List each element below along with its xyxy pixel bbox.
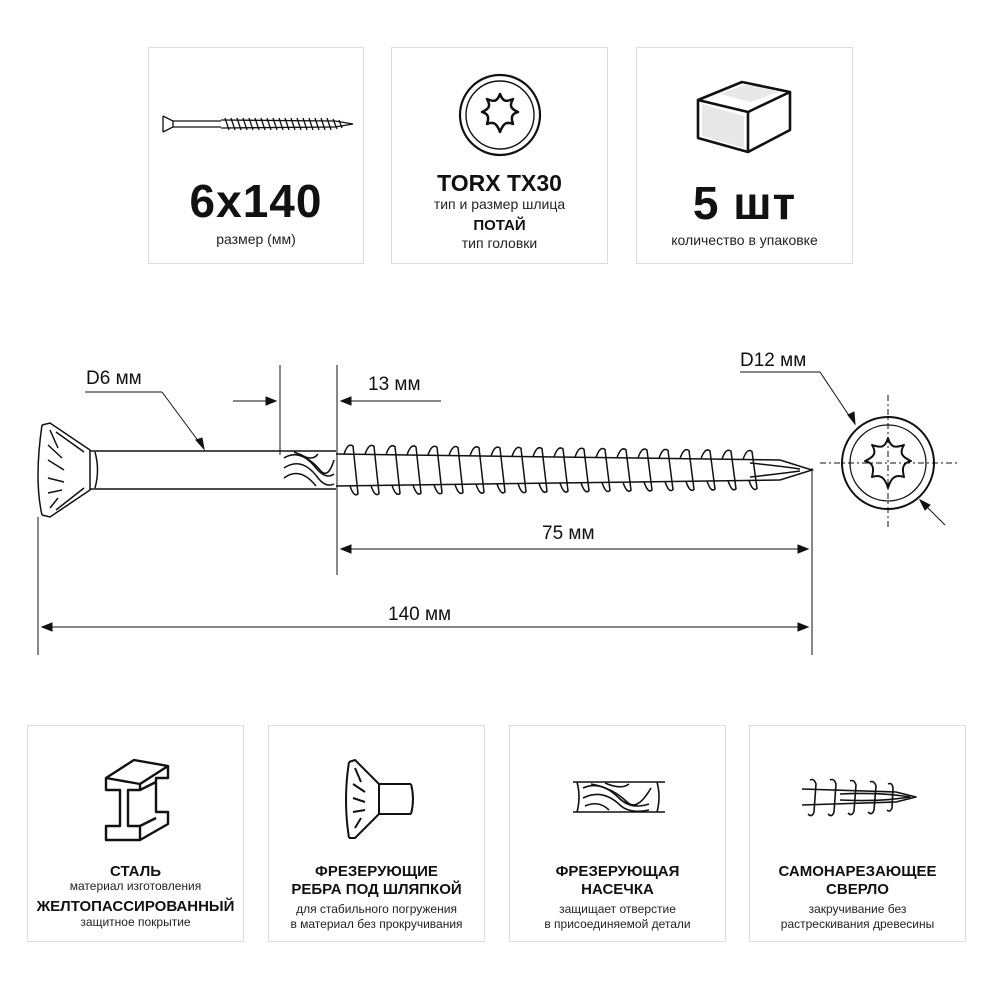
coating-caption: защитное покрытие xyxy=(80,915,191,929)
slot-card xyxy=(391,47,608,264)
size-caption: размер (мм) xyxy=(216,231,296,247)
screw-diagram xyxy=(0,330,1000,670)
thread-turn xyxy=(428,446,442,494)
quantity-caption: количество в упаковке xyxy=(671,232,818,248)
quantity-card xyxy=(636,47,853,264)
feature-card-steel xyxy=(27,725,244,942)
drill-title-line1: САМОНАРЕЗАЮЩЕЕ xyxy=(778,863,937,880)
head-ribs-caption-line2: в материал без прокручивания xyxy=(290,917,463,931)
knurl-title-line1: ФРЕЗЕРУЮЩАЯ xyxy=(555,863,680,880)
steel-caption: материал изготовления xyxy=(69,879,202,893)
head-title: ПОТАЙ xyxy=(473,217,526,234)
thread-turn xyxy=(344,445,358,495)
thread-turn xyxy=(449,447,463,494)
thread-turn xyxy=(407,446,421,494)
slot-caption: тип и размер шлица xyxy=(433,196,566,212)
thread-length-label: 75 мм xyxy=(542,523,595,544)
box-icon xyxy=(690,64,800,164)
feature-card-drill-tip xyxy=(749,725,966,942)
slot-title: TORX TX30 xyxy=(437,170,562,196)
thread-turn xyxy=(617,449,631,491)
thread-turn xyxy=(701,450,715,490)
head-diameter-label: D12 мм xyxy=(740,350,807,371)
thread-turns xyxy=(344,445,757,495)
countersunk-head xyxy=(38,423,90,517)
thread-turn xyxy=(743,451,757,490)
drill-caption-line1: закручивание без xyxy=(808,902,907,916)
thread-turn xyxy=(386,446,400,495)
drill-caption-line2: растрескивания древесины xyxy=(780,917,935,931)
feature-card-knurl xyxy=(509,725,726,942)
thread-turn xyxy=(659,449,673,490)
drill-title-line2: СВЕРЛО xyxy=(826,881,889,898)
thread-turn xyxy=(470,447,484,493)
knurl-caption-line1: защищает отверстие xyxy=(559,902,676,916)
knurl-length-label: 13 мм xyxy=(368,374,421,395)
drill-tip-icon xyxy=(800,772,920,822)
knurl-caption-line2: в присоединяемой детали xyxy=(544,917,691,931)
steel-beam-icon xyxy=(98,748,178,848)
screw-drawing-icon xyxy=(149,104,365,144)
torx-icon xyxy=(455,70,545,160)
head-ribs-icon xyxy=(339,748,429,848)
quantity-value: 5 шт xyxy=(692,177,797,229)
head-caption: тип головки xyxy=(461,235,538,251)
thread-turn xyxy=(638,449,652,491)
coating-title: ЖЕЛТОПАССИРОВАННЫЙ xyxy=(36,898,235,915)
head-ribs-title-line1: ФРЕЗЕРУЮЩИЕ xyxy=(315,863,438,880)
feature-card-head-ribs xyxy=(268,725,485,942)
shank-diameter-label: D6 мм xyxy=(86,368,142,389)
knurl-title-line2: НАСЕЧКА xyxy=(581,881,654,898)
thread-turn xyxy=(491,447,505,493)
head-end-view xyxy=(740,372,960,530)
thread-turn xyxy=(680,450,694,491)
head-ribs-title-line2: РЕБРА ПОД ШЛЯПКОЙ xyxy=(291,881,462,898)
size-card xyxy=(148,47,364,264)
knurl-icon xyxy=(569,772,669,822)
thread-turn xyxy=(512,447,526,492)
total-length-label: 140 мм xyxy=(388,604,452,625)
head-ribs-caption-line1: для стабильного погружения xyxy=(296,902,457,916)
steel-title: СТАЛЬ xyxy=(110,863,161,880)
thread-turn xyxy=(575,448,589,492)
thread-turn xyxy=(722,450,736,490)
thread-turn xyxy=(554,448,568,492)
thread-turn xyxy=(596,449,610,492)
size-value: 6x140 xyxy=(189,175,323,227)
thread-turn xyxy=(533,448,547,493)
thread-turn xyxy=(365,445,379,494)
knurl-section xyxy=(280,451,336,489)
